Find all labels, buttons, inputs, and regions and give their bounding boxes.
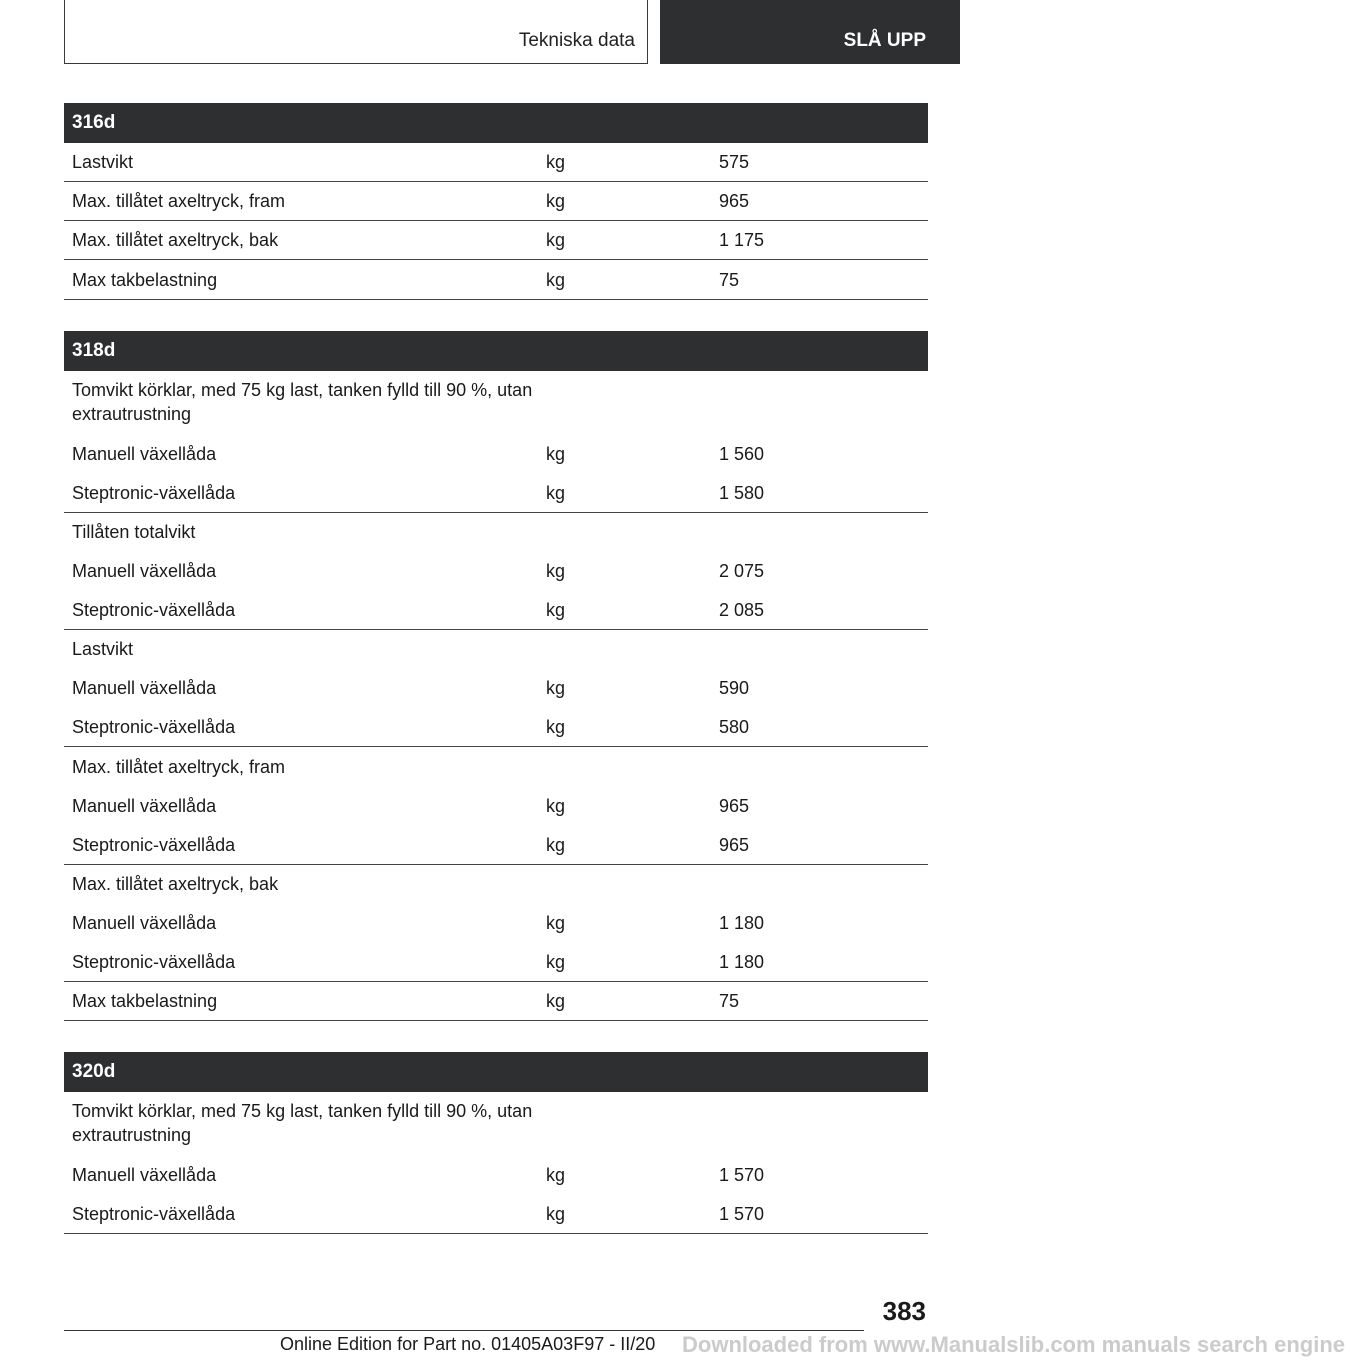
edition-note: Online Edition for Part no. 01405A03F97 - II/20: [280, 1334, 656, 1354]
row-value: 1 570: [719, 1204, 765, 1224]
row-label: Manuell växellåda: [72, 796, 217, 816]
row-unit: kg: [546, 191, 566, 211]
table-row: [64, 630, 928, 669]
row-unit: kg: [546, 561, 566, 581]
table-row: [64, 552, 928, 591]
row-label: Tillåten totalvikt: [72, 522, 196, 542]
table-row: [64, 708, 928, 747]
page-title: Tekniska data: [518, 30, 635, 51]
table-row: [64, 1195, 928, 1234]
table-row: [64, 943, 928, 982]
row-value: 1 570: [719, 1165, 765, 1185]
lookup-tab[interactable]: [660, 0, 960, 64]
row-label: Lastvikt: [72, 639, 134, 659]
watermark: Downloaded from www.Manualslib.com manuals search engine: [682, 1332, 1345, 1357]
row-unit: kg: [546, 152, 566, 172]
row-label: Tomvikt körklar, med 75 kg last, tanken fylld till 90 %, utan extrautrustning: [72, 380, 533, 424]
row-label: Lastvikt: [72, 152, 134, 172]
row-label: Max takbelastning: [72, 270, 218, 290]
page-number: 383: [882, 1296, 926, 1326]
row-value: 75: [719, 991, 740, 1011]
section-heading-318d: [64, 331, 928, 371]
row-unit: kg: [546, 952, 566, 972]
table-row: [64, 669, 928, 708]
row-label: Steptronic-växellåda: [72, 483, 236, 503]
row-unit: kg: [546, 270, 566, 290]
row-value: 1 175: [719, 230, 765, 250]
row-label: Max. tillåtet axeltryck, bak: [72, 230, 279, 250]
row-label: Max takbelastning: [72, 991, 218, 1011]
footer-divider: [64, 1330, 864, 1331]
row-label: Manuell växellåda: [72, 561, 217, 581]
section-heading-320d: [64, 1052, 928, 1092]
row-unit: kg: [546, 483, 566, 503]
row-unit: kg: [546, 600, 566, 620]
table-row: [64, 143, 928, 182]
row-label: Steptronic-växellåda: [72, 600, 236, 620]
row-label: Manuell växellåda: [72, 913, 217, 933]
row-value: 965: [719, 191, 750, 211]
row-label: Manuell växellåda: [72, 678, 217, 698]
row-value: 2 085: [719, 600, 765, 620]
row-label: Max. tillåtet axeltryck, fram: [72, 191, 286, 211]
section-title: 318d: [72, 340, 116, 361]
table-row: [64, 1156, 928, 1195]
row-value: 590: [719, 678, 750, 698]
table-row: [64, 826, 928, 865]
table-row: [64, 182, 928, 221]
row-unit: kg: [546, 796, 566, 816]
row-label: Steptronic-växellåda: [72, 717, 236, 737]
lookup-link[interactable]: SLÅ UPP: [843, 30, 926, 51]
table-row: [64, 474, 928, 513]
row-unit: kg: [546, 444, 566, 464]
row-value: 965: [719, 835, 750, 855]
row-value: 575: [719, 152, 750, 172]
table-row: [64, 865, 928, 904]
row-label: Steptronic-växellåda: [72, 952, 236, 972]
table-row: [64, 261, 928, 300]
row-unit: kg: [546, 1204, 566, 1224]
row-value: 1 560: [719, 444, 765, 464]
table-row: [64, 221, 928, 260]
row-label: Manuell växellåda: [72, 1165, 217, 1185]
table-row: [64, 591, 928, 630]
row-value: 1 180: [719, 952, 765, 972]
row-label: Manuell växellåda: [72, 444, 217, 464]
row-label: Steptronic-växellåda: [72, 1204, 236, 1224]
section-title: 320d: [72, 1061, 116, 1082]
table-row: [64, 1092, 928, 1156]
table-row: [64, 904, 928, 943]
row-unit: kg: [546, 678, 566, 698]
table-row: [64, 513, 928, 552]
header-title-box: [64, 0, 648, 64]
section-title: 316d: [72, 112, 116, 133]
table-row: [64, 982, 928, 1021]
row-label: Steptronic-växellåda: [72, 835, 236, 855]
table-row: [64, 787, 928, 826]
row-value: 2 075: [719, 561, 765, 581]
table-row: [64, 371, 928, 435]
row-unit: kg: [546, 1165, 566, 1185]
row-label: Max. tillåtet axeltryck, bak: [72, 874, 279, 894]
table-row: [64, 748, 928, 787]
row-unit: kg: [546, 230, 566, 250]
row-unit: kg: [546, 991, 566, 1011]
row-value: 1 180: [719, 913, 765, 933]
row-label: Tomvikt körklar, med 75 kg last, tanken fylld till 90 %, utan extrautrustning: [72, 1101, 533, 1145]
row-unit: kg: [546, 913, 566, 933]
table-row: [64, 435, 928, 474]
row-unit: kg: [546, 835, 566, 855]
row-value: 580: [719, 717, 750, 737]
row-label: Max. tillåtet axeltryck, fram: [72, 757, 286, 777]
section-heading-316d: [64, 103, 928, 143]
row-unit: kg: [546, 717, 566, 737]
row-value: 965: [719, 796, 750, 816]
row-value: 1 580: [719, 483, 765, 503]
row-value: 75: [719, 270, 740, 290]
